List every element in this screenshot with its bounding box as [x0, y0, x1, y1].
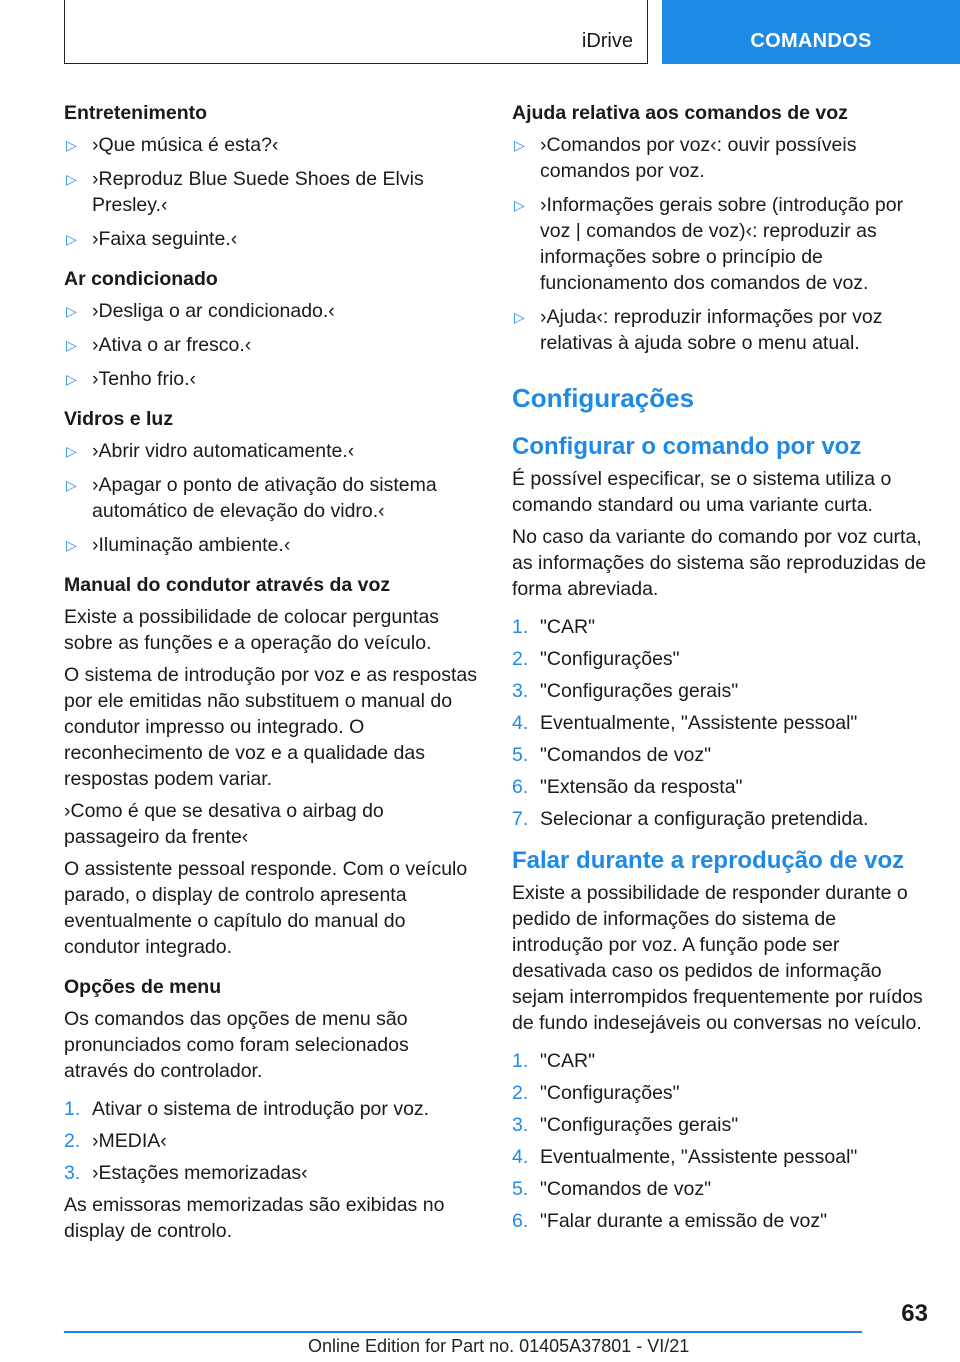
paragraph: Existe a possibilidade de responder durante o pedido de informações do sistema de introdução por voz. A função pode ser desativada caso os pedidos de informação sejam interrompidos frequentemente por ruídos de fundo indesejáveis ou conversas no veículo.: [512, 882, 923, 1034]
header-chapter-tab: [662, 0, 960, 64]
heading-configuracoes: Configurações: [512, 383, 695, 413]
header-frame: [64, 0, 648, 64]
list-item: ▷ ›Faixa seguinte.‹: [66, 228, 238, 250]
paragraph: Existe a possibilidade de colocar perguntas sobre as funções e a operação do veículo.: [64, 606, 440, 654]
list-item: ▷ ›Tenho frio.‹: [66, 368, 197, 390]
triangle-bullet-icon: ▷: [66, 443, 77, 459]
header-chapter-label: COMANDOS: [750, 30, 872, 52]
right-column: [512, 100, 930, 1240]
step-item: 5. "Comandos de voz": [512, 744, 712, 766]
heading-configurar-comando: Configurar o comando por voz: [512, 433, 862, 460]
paragraph: ›Como é que se desativa o airbag do passageiro da frente‹: [64, 800, 384, 848]
paragraph: É possível especificar, se o sistema utiliza o comando standard ou uma variante curta.: [512, 468, 892, 516]
list-item: ▷ ›Iluminação ambiente.‹: [66, 534, 291, 556]
step-item: 6. "Falar durante a emissão de voz": [512, 1210, 827, 1232]
triangle-bullet-icon: ▷: [66, 537, 77, 553]
footer-edition: Online Edition for Part no. 01405A37801 - VI/21: [308, 1336, 690, 1356]
list-item: ▷ ›Desliga o ar condicionado.‹: [66, 300, 335, 322]
list-item: ▷ ›Ajuda‹: reproduzir informações por voz relativas à ajuda sobre o menu atual.: [514, 306, 883, 354]
list-item: ▷ ›Apagar o ponto de ativação do sistema automático de elevação do vidro.‹: [66, 474, 437, 522]
list-item: ▷ ›Que música é esta?‹: [66, 134, 279, 156]
paragraph: Os comandos das opções de menu são pronunciados como foram selecionados através do controlador.: [64, 1008, 409, 1082]
heading-vidros-e-luz: Vidros e luz: [64, 408, 174, 430]
step-item: 7. Selecionar a configuração pretendida.: [512, 808, 869, 830]
step-item: 5. "Comandos de voz": [512, 1178, 712, 1200]
step-item: 1. "CAR": [512, 616, 596, 638]
list-item: ▷ ›Ativa o ar fresco.‹: [66, 334, 252, 356]
triangle-bullet-icon: ▷: [514, 197, 525, 213]
step-item: 4. Eventualmente, "Assistente pessoal": [512, 1146, 858, 1168]
list-item: ▷ ›Abrir vidro automaticamente.‹: [66, 440, 355, 462]
triangle-bullet-icon: ▷: [66, 303, 77, 319]
footer-divider: [64, 1331, 862, 1333]
heading-manual-condutor: Manual do condutor através da voz: [64, 574, 391, 596]
triangle-bullet-icon: ▷: [514, 309, 525, 325]
step-item: 1. Ativar o sistema de introdução por voz.: [64, 1098, 430, 1120]
paragraph: No caso da variante do comando por voz curta, as informações do sistema são reproduzidas de forma abreviada.: [512, 526, 927, 600]
step-item: 1. "CAR": [512, 1050, 596, 1072]
step-item: 3. ›Estações memorizadas‹: [64, 1162, 308, 1184]
list-item: ▷ ›Comandos por voz‹: ouvir possíveis comandos por voz.: [514, 134, 857, 182]
step-item: 4. Eventualmente, "Assistente pessoal": [512, 712, 858, 734]
step-item: 2. ›MEDIA‹: [64, 1130, 167, 1152]
step-item: 3. "Configurações gerais": [512, 1114, 739, 1136]
page-number: 63: [901, 1300, 928, 1327]
heading-entretenimento: Entretenimento: [64, 102, 208, 124]
list-item: ▷ ›Informações gerais sobre (introdução por voz | comandos de voz)‹: reproduzir as informações sobre o princípio de funcionamento dos comandos de voz.: [514, 194, 904, 294]
triangle-bullet-icon: ▷: [66, 171, 77, 187]
list-item: ▷ ›Reproduz Blue Suede Shoes de Elvis Presley.‹: [66, 168, 424, 216]
heading-ar-condicionado: Ar condicionado: [64, 268, 218, 290]
paragraph: O sistema de introdução por voz e as respostas por ele emitidas não substituem o manual do condutor impresso ou integrado. O reconhecimento de voz e a qualidade das respostas podem variar.: [64, 664, 477, 790]
paragraph: O assistente pessoal responde. Com o veículo parado, o display de controlo apresenta eventualmente o capítulo do manual do condutor integrado.: [64, 858, 468, 958]
triangle-bullet-icon: ▷: [514, 137, 525, 153]
step-item: 6. "Extensão da resposta": [512, 776, 743, 798]
step-item: 2. "Configurações": [512, 1082, 680, 1104]
step-item: 3. "Configurações gerais": [512, 680, 739, 702]
heading-ajuda-comandos: Ajuda relativa aos comandos de voz: [512, 102, 848, 124]
triangle-bullet-icon: ▷: [66, 371, 77, 387]
triangle-bullet-icon: ▷: [66, 337, 77, 353]
heading-opcoes-menu: Opções de menu: [64, 976, 222, 998]
step-item: 2. "Configurações": [512, 648, 680, 670]
heading-falar-durante: Falar durante a reprodução de voz: [512, 847, 905, 874]
triangle-bullet-icon: ▷: [66, 231, 77, 247]
paragraph: As emissoras memorizadas são exibidas no display de controlo.: [64, 1194, 445, 1242]
left-column: [64, 100, 478, 1250]
header-section-title: iDrive: [581, 30, 633, 52]
triangle-bullet-icon: ▷: [66, 137, 77, 153]
triangle-bullet-icon: ▷: [66, 477, 77, 493]
